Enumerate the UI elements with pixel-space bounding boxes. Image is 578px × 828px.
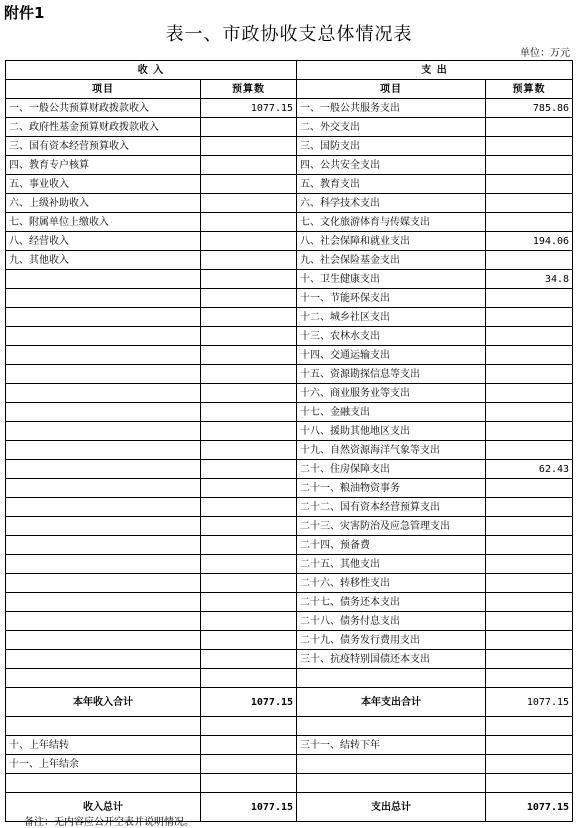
expense-item-cell: 二十五、其他支出 <box>297 555 486 574</box>
income-value-cell <box>201 441 297 460</box>
expense-value-cell <box>486 612 573 631</box>
table-row <box>6 403 573 422</box>
expense-item-cell: 十七、金融支出 <box>297 403 486 422</box>
income-item-cell: 八、经营收入 <box>6 232 201 251</box>
income-carry-label: 十、上年结转 <box>6 736 201 755</box>
income-item-cell <box>6 460 201 479</box>
expense-value-cell <box>486 555 573 574</box>
budget-table <box>5 60 573 822</box>
income-item-cell: 四、教育专户核算 <box>6 156 201 175</box>
income-value-cell <box>201 517 297 536</box>
section-header-row <box>6 61 573 80</box>
column-header-row <box>6 80 573 99</box>
expense-item-cell: 六、科学技术支出 <box>297 194 486 213</box>
income-value-cell <box>201 555 297 574</box>
spacer-row <box>6 717 573 736</box>
expense-carry-value <box>486 755 573 774</box>
income-item-cell <box>6 517 201 536</box>
income-item-cell <box>6 612 201 631</box>
table-row <box>6 498 573 517</box>
income-value-cell <box>201 213 297 232</box>
expense-item-cell: 十四、交通运输支出 <box>297 346 486 365</box>
expense-item-cell: 十五、资源勘探信息等支出 <box>297 365 486 384</box>
table-row <box>6 422 573 441</box>
expense-item-cell: 十九、自然资源海洋气象等支出 <box>297 441 486 460</box>
income-value-cell <box>201 118 297 137</box>
spacer-row <box>6 669 573 688</box>
expense-value-cell <box>486 346 573 365</box>
income-year-total-value: 1077.15 <box>201 688 297 717</box>
expense-item-cell: 八、社会保障和就业支出 <box>297 232 486 251</box>
expense-value-cell <box>486 137 573 156</box>
table-row <box>6 612 573 631</box>
expense-value-cell <box>486 479 573 498</box>
year-total-row <box>6 688 573 717</box>
expense-value-cell <box>486 175 573 194</box>
expense-item-cell: 二十六、转移性支出 <box>297 574 486 593</box>
expense-item-cell: 十三、农林水支出 <box>297 327 486 346</box>
expense-item-cell: 二十二、国有资本经营预算支出 <box>297 498 486 517</box>
expense-value-cell <box>486 441 573 460</box>
income-value-cell <box>201 612 297 631</box>
spacer-row <box>6 774 573 793</box>
income-item-cell: 九、其他收入 <box>6 251 201 270</box>
income-item-cell <box>6 650 201 669</box>
expense-item-cell: 二十四、预备费 <box>297 536 486 555</box>
expense-item-cell: 三、国防支出 <box>297 137 486 156</box>
expense-item-cell: 七、文化旅游体育与传媒支出 <box>297 213 486 232</box>
attachment-label: 附件1 <box>4 4 45 22</box>
expense-item-cell: 二十九、债务发行费用支出 <box>297 631 486 650</box>
expense-item-cell: 十一、节能环保支出 <box>297 289 486 308</box>
income-value-cell <box>201 175 297 194</box>
income-value-cell <box>201 251 297 270</box>
expense-value-cell <box>486 631 573 650</box>
empty-cell <box>201 717 297 736</box>
expense-item-cell: 二十一、粮油物资事务 <box>297 479 486 498</box>
expense-value-cell <box>486 118 573 137</box>
income-value-cell <box>201 460 297 479</box>
empty-cell <box>486 669 573 688</box>
income-grand-total-value: 1077.15 <box>201 793 297 822</box>
expense-value-cell <box>486 289 573 308</box>
income-value-cell: 1077.15 <box>201 99 297 118</box>
income-value-cell <box>201 536 297 555</box>
income-value-cell <box>201 593 297 612</box>
income-item-cell <box>6 308 201 327</box>
income-value-cell <box>201 403 297 422</box>
income-item-cell <box>6 327 201 346</box>
empty-cell <box>486 717 573 736</box>
expense-value-cell <box>486 536 573 555</box>
table-row <box>6 631 573 650</box>
empty-cell <box>6 774 201 793</box>
expense-item-cell: 三十、抗疫特别国债还本支出 <box>297 650 486 669</box>
table-row <box>6 308 573 327</box>
income-item-cell <box>6 289 201 308</box>
footnote: 备注：无内容应公开空表并说明情况。 <box>24 817 194 828</box>
income-value-cell <box>201 631 297 650</box>
expense-value-cell <box>486 422 573 441</box>
income-value-cell <box>201 194 297 213</box>
income-carry-value <box>201 736 297 755</box>
income-item-cell <box>6 498 201 517</box>
income-value-cell <box>201 289 297 308</box>
income-value-cell <box>201 365 297 384</box>
expense-value-cell <box>486 194 573 213</box>
expense-item-cell: 五、教育支出 <box>297 175 486 194</box>
expense-value-cell <box>486 365 573 384</box>
table-row <box>6 118 573 137</box>
table-row <box>6 156 573 175</box>
expense-item-cell: 二十三、灾害防治及应急管理支出 <box>297 517 486 536</box>
expense-item-cell: 一、一般公共服务支出 <box>297 99 486 118</box>
expense-carry-label <box>297 755 486 774</box>
table-row <box>6 232 573 251</box>
income-value-cell <box>201 422 297 441</box>
carry-row <box>6 736 573 755</box>
income-carry-value <box>201 755 297 774</box>
income-value-cell <box>201 574 297 593</box>
empty-cell <box>201 774 297 793</box>
income-value-cell <box>201 156 297 175</box>
income-value-cell <box>201 346 297 365</box>
table-row <box>6 346 573 365</box>
income-value-cell <box>201 498 297 517</box>
expense-value-cell: 194.06 <box>486 232 573 251</box>
income-year-total-label: 本年收入合计 <box>6 688 201 717</box>
income-item-cell <box>6 441 201 460</box>
expense-item-cell: 十、卫生健康支出 <box>297 270 486 289</box>
table-row <box>6 289 573 308</box>
table-row <box>6 137 573 156</box>
expense-grand-total-value: 1077.15 <box>486 793 573 822</box>
income-value-cell <box>201 270 297 289</box>
expense-value-cell <box>486 593 573 612</box>
income-item-cell: 一、一般公共预算财政拨款收入 <box>6 99 201 118</box>
income-item-cell: 五、事业收入 <box>6 175 201 194</box>
table-row <box>6 650 573 669</box>
income-value-cell <box>201 479 297 498</box>
expense-item-cell: 二、外交支出 <box>297 118 486 137</box>
expense-value-cell <box>486 308 573 327</box>
expense-carry-value <box>486 736 573 755</box>
expense-value-cell <box>486 498 573 517</box>
expense-item-cell: 二十七、债务还本支出 <box>297 593 486 612</box>
income-item-cell <box>6 403 201 422</box>
income-value-cell <box>201 327 297 346</box>
income-carry-label: 十一、上年结余 <box>6 755 201 774</box>
expense-value-cell <box>486 213 573 232</box>
page-title: 表一、市政协收支总体情况表 <box>165 24 413 45</box>
expense-item-cell: 四、公共安全支出 <box>297 156 486 175</box>
income-item-cell <box>6 593 201 612</box>
expense-carry-label: 三十一、结转下年 <box>297 736 486 755</box>
table-row <box>6 270 573 289</box>
table-row <box>6 327 573 346</box>
income-section-header: 收 入 <box>6 61 297 80</box>
table-row <box>6 251 573 270</box>
expense-item-cell: 二十、住房保障支出 <box>297 460 486 479</box>
expense-value-cell <box>486 517 573 536</box>
income-grand-total-label: 收入总计 <box>6 793 201 822</box>
income-item-cell <box>6 346 201 365</box>
income-item-cell <box>6 536 201 555</box>
unit-label: 单位：万元 <box>520 48 570 59</box>
table-row <box>6 99 573 118</box>
income-value-cell <box>201 650 297 669</box>
income-item-header: 项目 <box>6 80 201 99</box>
income-budget-header: 预算数 <box>201 80 297 99</box>
expense-value-cell <box>486 574 573 593</box>
income-item-cell <box>6 365 201 384</box>
table-row <box>6 593 573 612</box>
table-row <box>6 213 573 232</box>
table-row <box>6 194 573 213</box>
empty-cell <box>201 669 297 688</box>
income-value-cell <box>201 308 297 327</box>
table-row <box>6 536 573 555</box>
expense-value-cell: 785.86 <box>486 99 573 118</box>
expense-year-total-label: 本年支出合计 <box>297 688 486 717</box>
income-item-cell <box>6 631 201 650</box>
expense-item-cell: 九、社会保险基金支出 <box>297 251 486 270</box>
expense-item-cell: 十六、商业服务业等支出 <box>297 384 486 403</box>
empty-cell <box>6 717 201 736</box>
expense-item-cell: 二十八、债务付息支出 <box>297 612 486 631</box>
expense-budget-header: 预算数 <box>486 80 573 99</box>
expense-value-cell: 34.8 <box>486 270 573 289</box>
table-row <box>6 441 573 460</box>
income-item-cell <box>6 384 201 403</box>
table-row <box>6 574 573 593</box>
income-item-cell <box>6 270 201 289</box>
expense-value-cell <box>486 251 573 270</box>
expense-value-cell <box>486 384 573 403</box>
income-item-cell <box>6 555 201 574</box>
income-item-cell <box>6 422 201 441</box>
table-row <box>6 517 573 536</box>
expense-item-header: 项目 <box>297 80 486 99</box>
table-row <box>6 384 573 403</box>
table-row <box>6 460 573 479</box>
empty-cell <box>297 717 486 736</box>
table-row <box>6 365 573 384</box>
carry-row <box>6 755 573 774</box>
table-row <box>6 479 573 498</box>
income-item-cell: 三、国有资本经营预算收入 <box>6 137 201 156</box>
expense-value-cell <box>486 650 573 669</box>
income-value-cell <box>201 384 297 403</box>
expense-value-cell <box>486 327 573 346</box>
expense-section-header: 支 出 <box>297 61 573 80</box>
income-item-cell <box>6 574 201 593</box>
income-item-cell: 六、上级补助收入 <box>6 194 201 213</box>
income-value-cell <box>201 137 297 156</box>
income-item-cell: 二、政府性基金预算财政拨款收入 <box>6 118 201 137</box>
expense-item-cell: 十八、援助其他地区支出 <box>297 422 486 441</box>
expense-year-total-value: 1077.15 <box>486 688 573 717</box>
table-row <box>6 555 573 574</box>
expense-value-cell: 62.43 <box>486 460 573 479</box>
expense-item-cell: 十二、城乡社区支出 <box>297 308 486 327</box>
expense-value-cell <box>486 156 573 175</box>
empty-cell <box>297 774 486 793</box>
income-item-cell: 七、附属单位上缴收入 <box>6 213 201 232</box>
income-item-cell <box>6 479 201 498</box>
empty-cell <box>6 669 201 688</box>
expense-value-cell <box>486 403 573 422</box>
income-value-cell <box>201 232 297 251</box>
table-row <box>6 175 573 194</box>
expense-grand-total-label: 支出总计 <box>297 793 486 822</box>
empty-cell <box>486 774 573 793</box>
empty-cell <box>297 669 486 688</box>
